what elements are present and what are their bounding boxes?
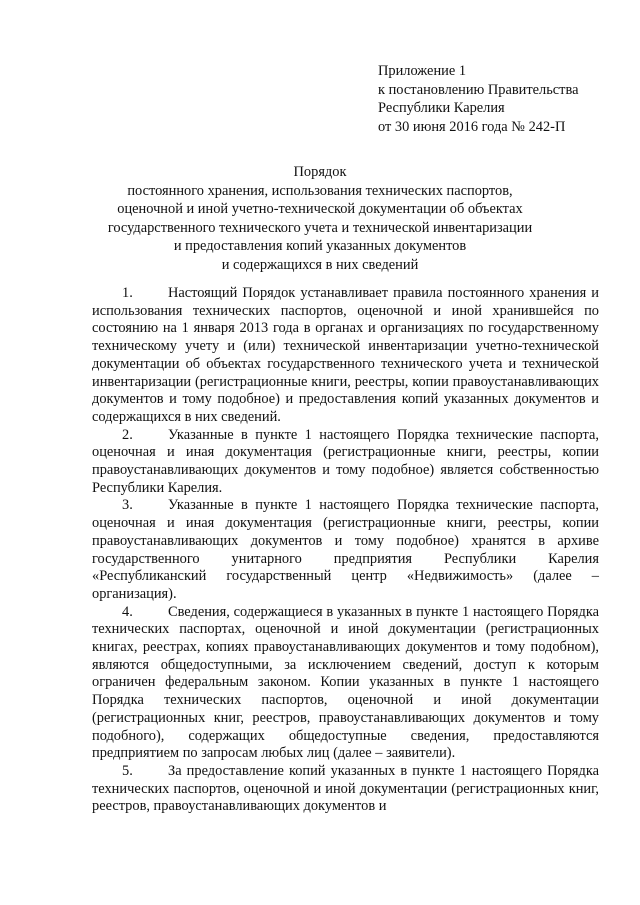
document-body: [92, 285, 599, 816]
paragraph-text: Сведения, содержащиеся в указанных в пункте 1 настоящего Порядка технических паспортах, оценочной и иной документации (регистрационных книгах, реестрах, копиях правоустанавливающих документов и тому подобном), являются общедоступными, за исключением сведений, доступ к которым ограничен федеральным законом. Копии указанных в пункте 1 настоящего Порядка технических паспортов, оценочной и иной документации (регистрационных книг, реестров, правоустанавливающих документов и тому подобного), содержащих общедоступные сведения, предоставляются предприятием по запросам любых лиц (далее – заявители).: [92, 603, 599, 762]
paragraph-5: [92, 763, 599, 816]
title-line: государственного технического учета и технической инвентаризации: [107, 219, 533, 236]
title-line: постоянного хранения, использования технических паспортов,: [127, 182, 513, 199]
appendix-line: Республики Карелия: [378, 100, 505, 117]
paragraph-number: 3.: [122, 497, 133, 514]
paragraph-text: Указанные в пункте 1 настоящего Порядка технические паспорта, оценочная и иная документация (регистрационные книги, реестры, копии правоустанавливающих документов и тому подобное) является собственностью Республики Карелия.: [92, 426, 599, 496]
paragraph-2: [92, 427, 599, 498]
appendix-line: от 30 июня 2016 года № 242-П: [378, 118, 566, 135]
paragraph-4: [92, 604, 599, 763]
title-line: и предоставления копий указанных документов: [173, 238, 467, 255]
appendix-line: Приложение 1: [378, 63, 467, 79]
paragraph-number: 5.: [122, 762, 133, 779]
paragraph-text: Настоящий Порядок устанавливает правила постоянного хранения и использования технических паспортов, оценочной и иной хранившейся по состоянию на 1 января 2013 года в органах и организациях по государственному техническому учету и (или) технической инвентаризации учетно-технической документации об объектах государственного технического учета и технической инвентаризации (регистрационные книги, реестры, копии правоустанавливающих документов и тому подобное) и предоставления копий указанных документов и содержащихся в них сведений.: [92, 285, 599, 425]
title-line: оценочной и иной учетно-технической документации об объектах: [117, 201, 523, 218]
appendix-header: [378, 62, 578, 136]
paragraph-number: 1.: [122, 285, 133, 301]
title-line: и содержащихся в них сведений: [221, 256, 419, 273]
paragraph-number: 2.: [122, 426, 133, 443]
appendix-line: к постановлению Правительства: [378, 81, 579, 98]
title-line: Порядок: [293, 164, 347, 180]
paragraph-3: [92, 497, 599, 603]
paragraph-text: Указанные в пункте 1 настоящего Порядка технические паспорта, оценочная и иная документация (регистрационные книги, реестры, копии правоустанавливающих документов и тому подобное) хранятся в архиве государственного унитарного предприятия Республики Карелия «Республиканский государственный центр «Недвижимость» (далее – организация).: [92, 497, 599, 602]
document-title: [80, 163, 560, 275]
paragraph-text: За предоставление копий указанных в пункте 1 настоящего Порядка технических паспортов, оценочной и иной документации (регистрационных книг, реестров, правоустанавливающих документов и: [92, 762, 599, 815]
paragraph-number: 4.: [122, 603, 133, 620]
paragraph-1: [92, 285, 599, 427]
